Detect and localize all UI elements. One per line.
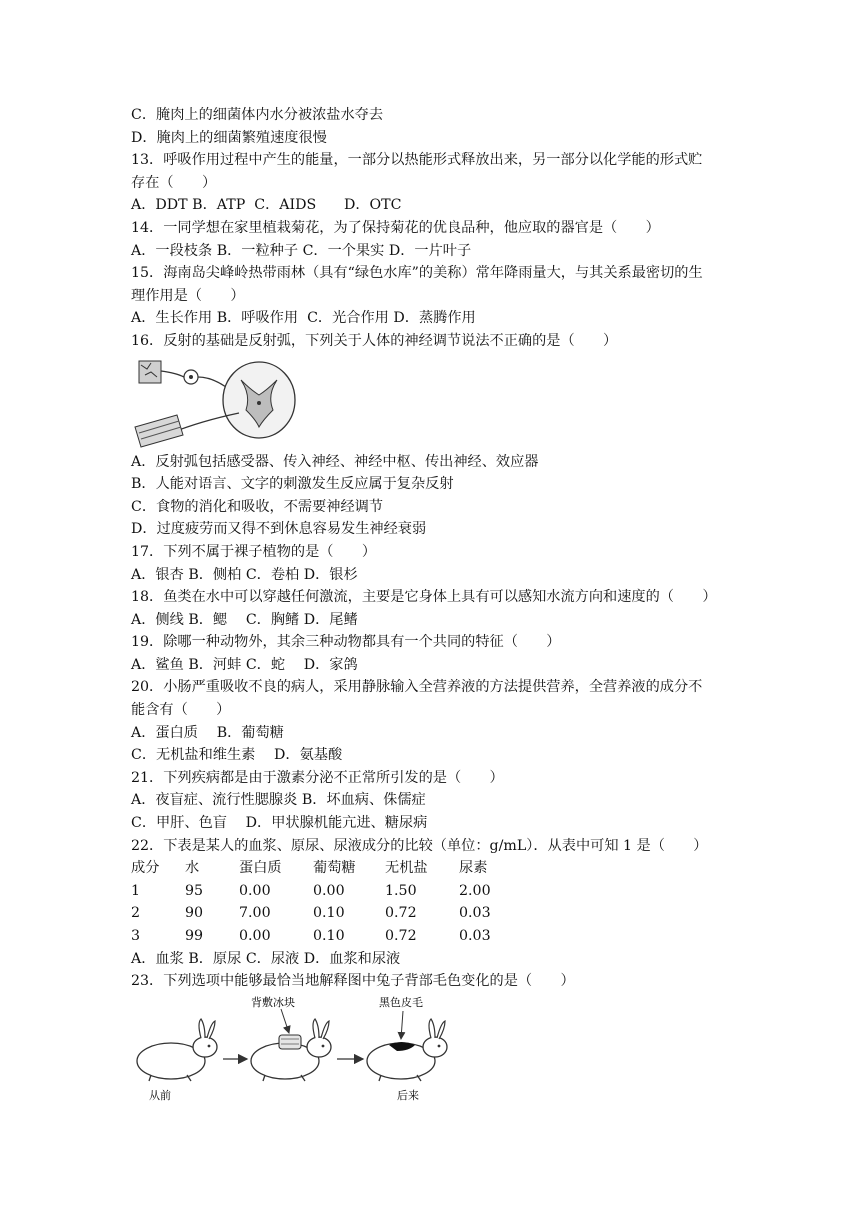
table-header-cell: 葡萄糖: [313, 860, 356, 877]
text-line: 13．呼吸作用过程中产生的能量，一部分以热能形式释放出来，另一部分以化学能的形式贮: [131, 152, 703, 169]
text-line: A．银杏 B．侧柏 C．卷柏 D．银杉: [131, 566, 358, 583]
table-cell: 0.00: [239, 882, 271, 899]
table-cell: 2.00: [459, 882, 491, 899]
table-header-cell: 尿素: [459, 860, 488, 877]
reflex-arc-diagram: [131, 355, 301, 449]
label-after: 后来: [397, 1089, 419, 1102]
label-before: 从前: [149, 1089, 171, 1102]
table-header-cell: 成分: [131, 860, 160, 877]
table-cell: 0.00: [313, 882, 345, 899]
text-line: 17．下列不属于裸子植物的是（ ）: [131, 543, 377, 560]
rabbit-with-ice: [251, 1009, 331, 1081]
table-cell: 0.10: [313, 928, 345, 944]
text-line: A．生长作用 B．呼吸作用 C．光合作用 D．蒸腾作用: [131, 310, 476, 327]
text-line: 存在（ ）: [131, 174, 217, 191]
text-line: C．食物的消化和吸收，不需要神经调节: [131, 498, 384, 515]
text-line: A．反射弧包括感受器、传入神经、神经中枢、传出神经、效应器: [131, 453, 539, 470]
table-cell: 0.00: [239, 928, 271, 944]
text-line: C．腌肉上的细菌体内水分被浓盐水夺去: [131, 107, 384, 123]
rabbit-diagram: [131, 995, 471, 1105]
text-line: 14．一同学想在家里植栽菊花，为了保持菊花的优良品种，他应取的器官是（ ）: [131, 219, 660, 236]
label-black-fur: 黑色皮毛: [379, 996, 423, 1009]
rabbit-after: [367, 1011, 447, 1081]
text-line: 15．海南岛尖峰岭热带雨林（具有“绿色水库”的美称）常年降雨量大，与其关系最密切的生: [131, 265, 703, 282]
text-line: 18．鱼类在水中可以穿越任何激流，主要是它身体上具有可以感知水流方向和速度的（ ）: [131, 589, 717, 606]
urine-composition-table: [131, 857, 519, 947]
table-row: [131, 925, 519, 948]
table-cell: 0.03: [459, 928, 491, 944]
rabbit-figure: [131, 995, 741, 1105]
table-cell: 1.50: [385, 882, 417, 899]
text-line: D．过度疲劳而又得不到休息容易发生神经衰弱: [131, 521, 427, 538]
text-line: A．DDT B．ATP C．AIDS D．OTC: [131, 197, 402, 214]
table-header-cell: 蛋白质: [239, 860, 282, 877]
table-row: [131, 880, 519, 903]
text-line: C．无机盐和维生素 D．氨基酸: [131, 747, 343, 764]
table-cell: 2: [131, 905, 141, 922]
text-line: 理作用是（ ）: [131, 287, 245, 304]
table-cell: 0.72: [385, 928, 417, 944]
text-line: 16．反射的基础是反射弧，下列关于人体的神经调节说法不正确的是（ ）: [131, 332, 618, 349]
table-header-cell: 水: [185, 860, 200, 877]
text-line: 19．除哪一种动物外，其余三种动物都具有一个共同的特征（ ）: [131, 634, 561, 651]
questions-13-16: [131, 104, 741, 353]
table-cell: 3: [131, 928, 141, 944]
table-cell: 0.03: [459, 905, 491, 922]
questions-16-22: [131, 451, 741, 858]
table-cell: 1: [131, 882, 141, 899]
table-cell: 99: [185, 928, 204, 944]
text-line: 22．下表是某人的血浆、原尿、尿液成分的比较（单位：g/mL）．从表中可知 1 是（ ）: [131, 837, 708, 854]
text-line: A．鲨鱼 B．河蚌 C．蛇 D．家鸽: [131, 656, 358, 673]
exam-page: [131, 104, 741, 1107]
text-line: D．腌肉上的细菌繁殖速度很慢: [131, 129, 327, 146]
text-line: 21．下列疾病都是由于激素分泌不正常所引发的是（ ）: [131, 769, 504, 786]
text-line: C．甲肝、色盲 D．甲状腺机能亢进、糖尿病: [131, 815, 428, 832]
text-line: A．一段枝条 B．一粒种子 C．一个果实 D．一片叶子: [131, 242, 472, 259]
table-cell: 0.10: [313, 905, 345, 922]
text-line: A．蛋白质 B．葡萄糖: [131, 724, 284, 741]
reflex-arc-figure: [131, 355, 741, 449]
rabbit-before: [137, 1019, 217, 1081]
table-header-cell: 无机盐: [385, 860, 428, 877]
text-line: A．夜盲症、流行性腮腺炎 B．坏血病、侏儒症: [131, 792, 426, 809]
label-ice: 背敷冰块: [251, 996, 295, 1009]
ice-block-shape: [279, 1035, 301, 1049]
questions-22-23: [131, 948, 741, 993]
table-cell: 0.72: [385, 905, 417, 922]
text-line: B．人能对语言、文字的刺激发生反应属于复杂反射: [131, 476, 454, 493]
text-line: 20．小肠严重吸收不良的病人，采用静脉输入全营养液的方法提供营养，全营养液的成分不: [131, 679, 703, 696]
text-line: A．侧线 B．鳃 C．胸鳍 D．尾鳍: [131, 611, 358, 628]
table-header-row: [131, 857, 519, 880]
text-line: A．血浆 B．原尿 C．尿液 D．血浆和尿液: [131, 950, 401, 967]
table-cell: 95: [185, 882, 204, 899]
table-row: [131, 902, 519, 925]
effector-shape: [135, 415, 183, 447]
table-cell: 90: [185, 905, 204, 922]
text-line: 23．下列选项中能够最恰当地解释图中兔子背部毛色变化的是（ ）: [131, 973, 575, 990]
table-cell: 7.00: [239, 905, 271, 922]
text-line: 能含有（ ）: [131, 702, 231, 719]
